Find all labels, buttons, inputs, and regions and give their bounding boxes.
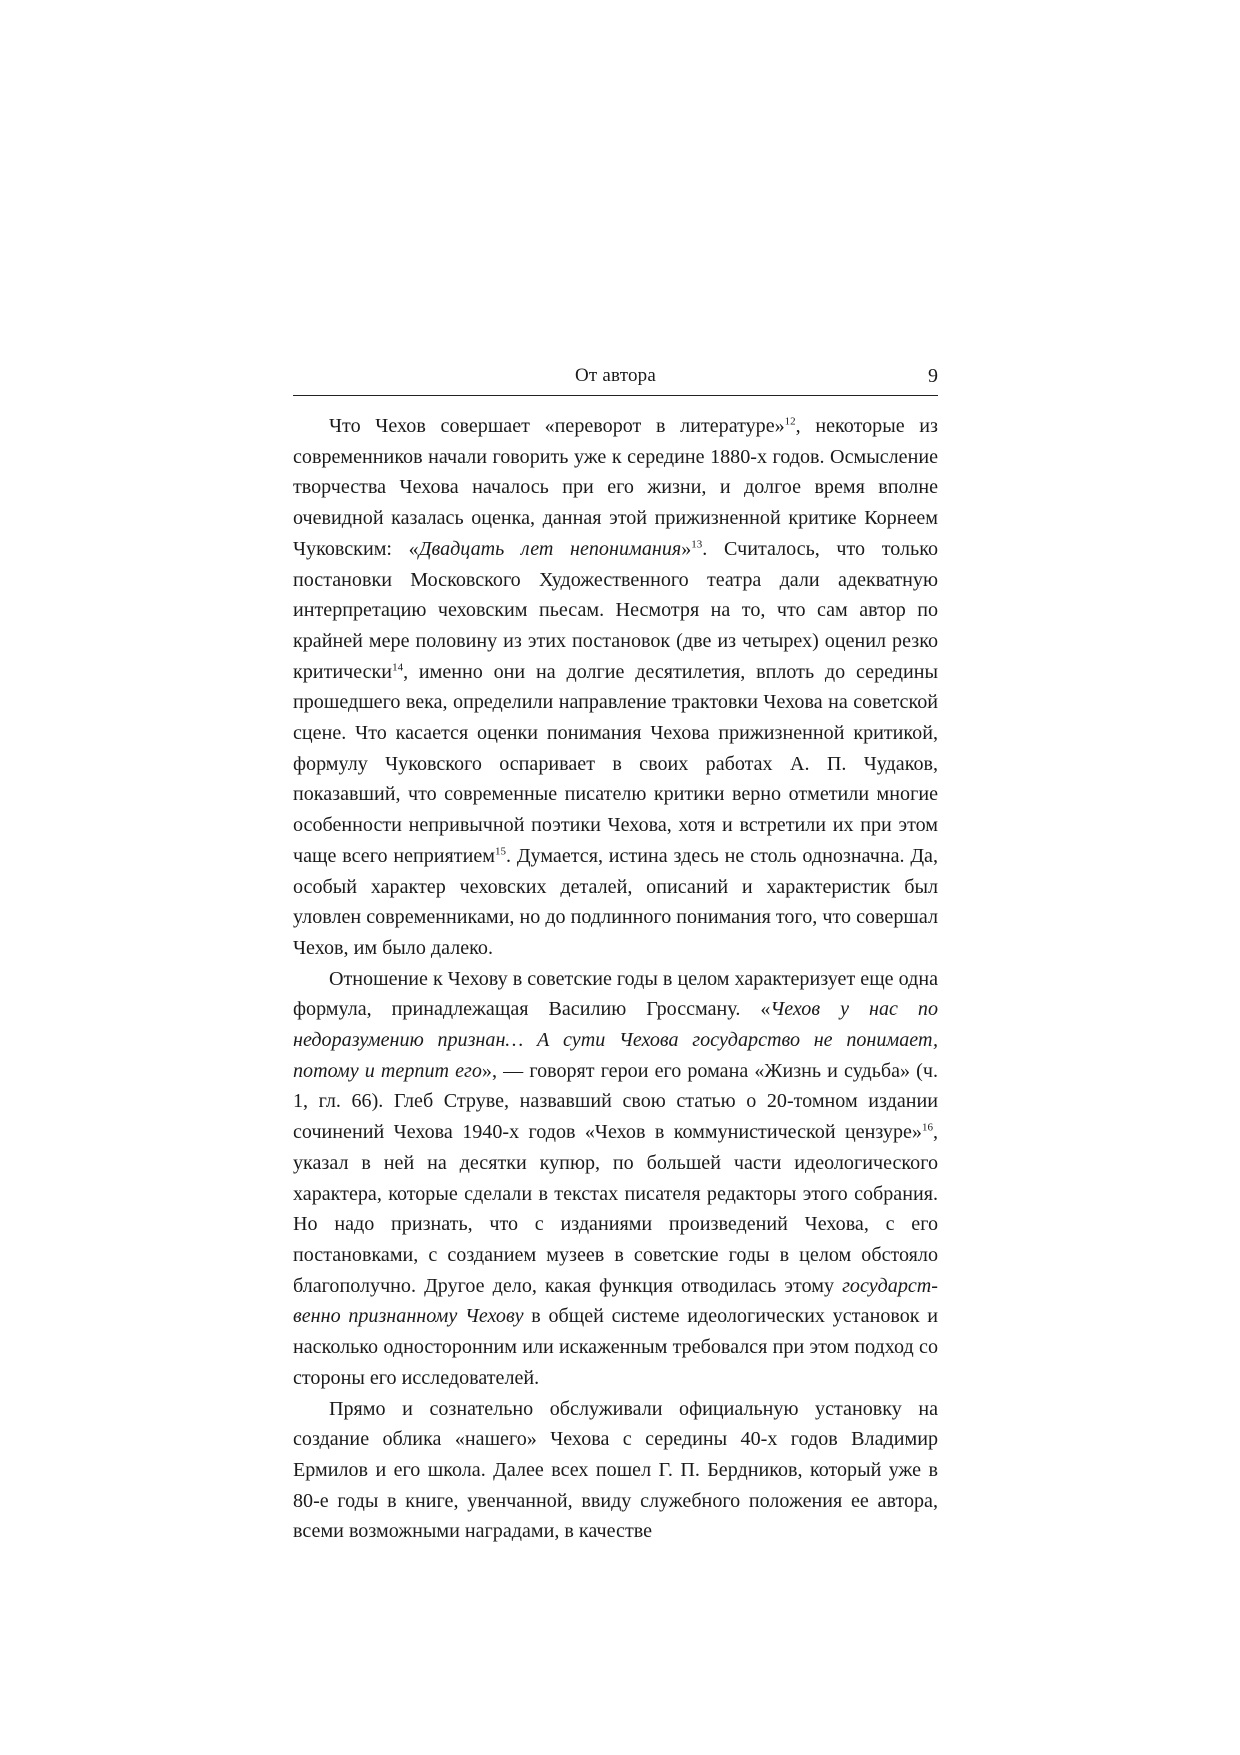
italic-run: Чехов у нас по недоразумению признан… А сути Чехова государство не понимает, потому и терпит его — [293, 998, 938, 1082]
page-number: 9 — [928, 365, 938, 387]
running-head — [293, 365, 938, 396]
running-title: От автора — [575, 365, 656, 386]
text-run: . Считалось, что только постановки Московского Художественного театра дали адекватную интерпретацию чеховским пьесам. Несмотря на то, что сам автор по крайней мере половину из этих постановок (две из четырех) оценил резко критически — [293, 537, 938, 683]
text-run: », — говорят герои его романа «Жизнь и судьба» (ч. 1, гл. 66). Глеб Струве, назвавший свою статью о 20-томном издании сочинений Чехова 1940-х годов «Чехов в коммунистической цензуре» — [293, 1059, 938, 1144]
text-run: , указал в ней на десятки купюр, по большей части идеологического характера, которые сделали в текстах писателя редакторы этого собрания. Но надо признать, что с изданиями произведений Чехова, с его постановками, с созданием музеев в советские годы в целом обстояло благополучно. Другое дело, какая функция отводилась этому — [293, 1121, 938, 1297]
text-run: Отношение к Чехову в советские годы в целом характеризует еще одна формула, принадлежащая Василию Гроссману. « — [293, 967, 938, 1021]
text-run: , именно они на долгие десятилетия, вплоть до середины прошедшего века, определили направление трактовки Чехова на советской сцене. Что касается оценки понимания Чехова прижизненной критикой, формулу Чуковского оспаривает в своих работах А. П. Чудаков, показавший, что современные писателю критики верно отметили многие особенности непривычной поэтики Чехова, хотя и встретили их при этом чаще всего неприятием — [293, 660, 938, 867]
text-run: в общей системе идеологических установок и насколько односторонним или искаженным требовался при этом подход со стороны его исследователей. — [293, 1305, 939, 1389]
body-text — [293, 411, 938, 1547]
text-run: Что Чехов совершает «переворот в литературе» — [329, 415, 785, 437]
text-run: » — [681, 537, 692, 560]
paragraph-3 — [293, 1394, 938, 1548]
italic-run: Двадцать лет непонимания — [418, 537, 682, 560]
footnote-ref: 12 — [784, 415, 796, 428]
text-run: . Думается, истина здесь не столь однозначна. Да, особый характер чеховских деталей, описаний и характеристик был уловлен современниками, но до подлинного понимания того, что совершал Чехов, им было далеко. — [293, 844, 939, 959]
paragraph-1 — [293, 411, 938, 964]
footnote-ref: 16 — [921, 1121, 933, 1134]
text-run: , некоторые из современников начали говорить уже к середине 1880-х годов. Осмысление творчества Чехова началось при его жизни, и долгое время вполне очевидной казалась оценка, данная этой прижизненной критике Корнеем Чуковским: « — [293, 415, 938, 560]
text-run: Прямо и сознательно обслуживали официальную установку на создание облика «нашего» Чехова с середины 40-х годов Владимир Ермилов и его школа. Далее всех пошел Г. П. Бердников, который уже в 80-е годы в книге, увенчанной, ввиду служебного положения ее автора, всеми возможными наградами, в качестве — [293, 1397, 938, 1543]
footnote-ref: 14 — [392, 660, 404, 673]
italic-run: государственно признанному Чехову — [293, 1274, 938, 1328]
footnote-ref: 15 — [494, 845, 506, 858]
paragraph-2 — [293, 964, 938, 1394]
footnote-ref: 13 — [691, 538, 703, 551]
